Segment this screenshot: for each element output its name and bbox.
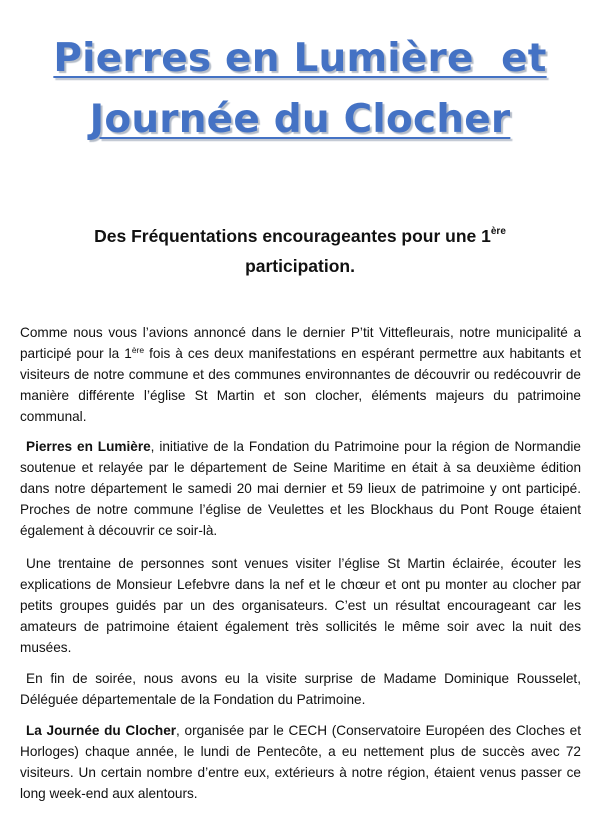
title-line-2 [0,89,600,150]
subtitle-superscript: ère [490,226,506,237]
paragraph-visit-text: Une trentaine de personnes sont venues visiter l’église St Martin éclairée, écouter les explications de Monsieur Lefebvre dans la nef et le chœur et ont pu monter au clocher par petits groupes guidés par un des organisateurs. C’est un résultat encourageant car les amateurs de patrimoine étaient également très sollicités le même soir avec la nuit des musées. [20,556,581,655]
title-line-1-text: Pierres en Lumière et [53,36,547,81]
paragraph-visit [20,553,581,658]
paragraph-intro-before: Comme nous vous l’avions annoncé dans le dernier P’tit Vittefleurais, notre municipalité a participé pour la 1 [20,325,581,361]
paragraph-pierres-lead: Pierres en Lumière [26,439,151,454]
paragraph-journee-du-clocher [20,720,581,804]
paragraph-clocher-lead: La Journée du Clocher [26,723,177,738]
subtitle-part-2: participation. [245,256,355,276]
paragraph-pierres-en-lumiere [20,436,581,541]
subtitle [0,221,600,281]
paragraph-intro-after: fois à ces deux manifestations en espérant permettre aux habitants et visiteurs de notre commune et des communes environnantes de découvrir ou redécouvrir de manière différente l’église St Martin et son clocher, éléments majeurs du patrimoine communal. [20,346,581,424]
paragraph-clocher-text: , organisée par le CECH (Conservatoire Européen des Cloches et Horloges) chaque année, le lundi de Pentecôte, a eu nettement plus de succès avec 72 visiteurs. Un certain nombre d’entre eux, extérieurs à notre région, étaient venus passer ce long week-end aux alentours. [20,723,581,801]
title-line-1 [0,28,600,89]
paragraph-evening [20,668,581,710]
title-line-2-text: Journée du Clocher [89,97,511,142]
paragraph-evening-text: En fin de soirée, nous avons eu la visite surprise de Madame Dominique Rousselet, Déléguée départementale de la Fondation du Patrimoine. [20,671,581,707]
paragraph-intro-superscript: ère [131,345,145,355]
paragraph-pierres-text: , initiative de la Fondation du Patrimoine pour la région de Normandie soutenue et relayée par le département de Seine Maritime en était à sa deuxième édition dans notre département le samedi 20 mai dernier et 59 lieux de patrimoine y ont participé. Proches de notre commune l’église de Veulettes et les Blockhaus du Pont Rouge étaient également à découvrir ce soir-là. [20,439,581,538]
page-title [0,28,600,150]
subtitle-part-1: Des Fréquentations encourageantes pour une 1 [94,226,491,246]
title-block [0,28,600,150]
paragraph-intro [20,322,581,427]
